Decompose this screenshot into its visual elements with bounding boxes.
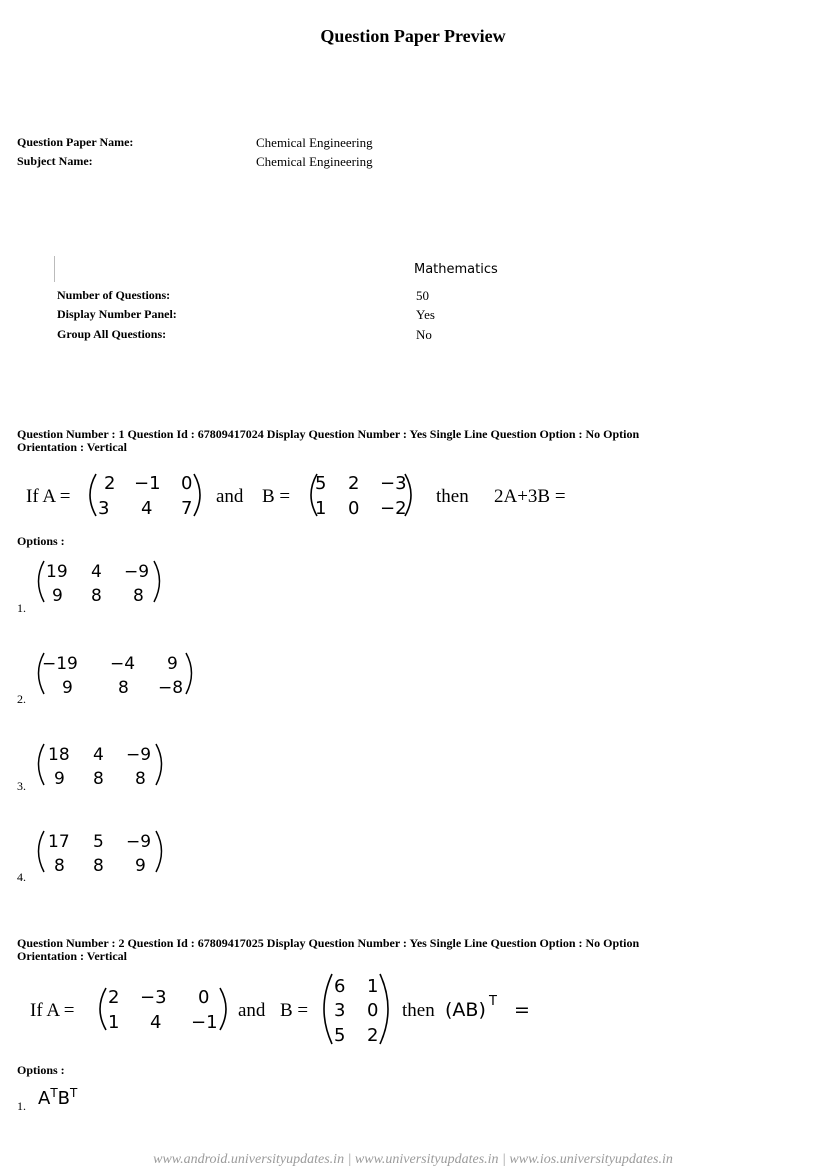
q2o1-t1: T <box>50 1086 58 1100</box>
q1-b-23: −2 <box>380 498 407 519</box>
q1-option-4-number: 4. <box>17 870 26 884</box>
q2-matrix-a-left-paren <box>100 988 106 1030</box>
q2-b-31: 5 <box>334 1025 346 1046</box>
q2-a-12: −3 <box>140 987 167 1008</box>
q1-b-13: −3 <box>380 473 407 494</box>
q2-then: then <box>402 1000 435 1021</box>
q1o3-left-paren <box>39 744 45 785</box>
q2-matrix-b-right-paren <box>380 974 388 1044</box>
number-of-questions-label: Number of Questions: <box>57 288 171 302</box>
q1-a-22: 4 <box>141 498 153 519</box>
q1o2-22: 8 <box>118 678 129 698</box>
q2-a-21: 1 <box>108 1012 120 1033</box>
q1o1-22: 8 <box>91 586 102 606</box>
q1o4-left-paren <box>39 831 45 872</box>
q1o2-21: 9 <box>62 678 73 698</box>
group-all-questions-label: Group All Questions: <box>57 327 167 341</box>
question-paper-name-value: Chemical Engineering <box>256 135 373 150</box>
q2-and: and <box>238 1000 266 1021</box>
q1-b-21: 1 <box>315 498 327 519</box>
q2-b-21: 3 <box>334 1000 346 1021</box>
q1-option-4-matrix[interactable] <box>34 826 184 878</box>
q1-option-3-matrix[interactable] <box>34 739 184 791</box>
q2-b-22: 0 <box>367 1000 379 1021</box>
q1o2-11: −19 <box>42 654 78 674</box>
q1-option-2-number: 2. <box>17 692 26 706</box>
q2-transpose-sup: T <box>489 994 497 1009</box>
group-all-questions-value: No <box>416 327 432 342</box>
question-1-header <box>17 428 777 454</box>
q1-option-2-matrix[interactable] <box>34 648 214 700</box>
q1o3-13: −9 <box>126 745 152 765</box>
q1-matrix-a-right-paren <box>194 474 200 516</box>
q2-b-11: 6 <box>334 976 346 997</box>
q2-matrix-a-right-paren <box>220 988 226 1030</box>
q1-expression: 2A+3B = <box>494 486 566 507</box>
q2-b-12: 1 <box>367 976 379 997</box>
q1-b-11: 5 <box>315 473 327 494</box>
q1o1-13: −9 <box>124 562 150 582</box>
q1-a-23: 7 <box>181 498 193 519</box>
q2o1-a: A <box>38 1088 51 1109</box>
q1o2-right-paren <box>186 653 192 694</box>
q2-matrix-b-left-paren <box>324 974 332 1044</box>
q2-option-1-number: 1. <box>17 1099 26 1113</box>
q1-a-13: 0 <box>181 473 193 494</box>
q1o4-21: 8 <box>54 856 65 876</box>
question-2-header-line1: Question Number : 2 Question Id : 67809417025 Display Question Number : Yes Single Line Question Option : No Option <box>17 936 640 950</box>
q2o1-b: B <box>57 1088 71 1109</box>
q1-option-1-number: 1. <box>17 601 26 615</box>
q1-then: then <box>436 486 469 507</box>
q1o3-23: 8 <box>135 769 146 789</box>
page-title: Question Paper Preview <box>320 26 506 46</box>
q1o1-23: 8 <box>133 586 144 606</box>
q1-a-21: 3 <box>98 498 110 519</box>
q1-a-12: −1 <box>134 473 161 494</box>
q1-if-a-eq: If A = <box>26 486 71 507</box>
question-paper-name-label: Question Paper Name: <box>17 135 134 149</box>
q2o1-t2: T <box>70 1086 78 1100</box>
q1o3-21: 9 <box>54 769 65 789</box>
q1-option-1-matrix[interactable] <box>34 556 184 608</box>
q1-b-eq: B = <box>262 486 291 507</box>
q2-b-eq: B = <box>280 1000 309 1021</box>
q1o1-21: 9 <box>52 586 63 606</box>
q2-a-23: −1 <box>191 1012 218 1033</box>
footer-links: www.android.universityupdates.in | www.universityupdates.in | www.ios.universityupdates.in <box>153 1152 673 1167</box>
q1o3-22: 8 <box>93 769 104 789</box>
display-number-panel-label: Display Number Panel: <box>57 307 177 321</box>
question-2-options-label: Options : <box>17 1063 65 1077</box>
q2-a-11: 2 <box>108 987 120 1008</box>
q1-and: and <box>216 486 244 507</box>
display-number-panel-value: Yes <box>416 307 435 322</box>
q1o2-12: −4 <box>110 654 136 674</box>
q1o4-22: 8 <box>93 856 104 876</box>
q1-matrix-a-left-paren <box>90 474 96 516</box>
q2-option-1-expression[interactable] <box>38 1086 77 1109</box>
q2-a-13: 0 <box>198 987 210 1008</box>
q1o2-23: −8 <box>158 678 184 698</box>
section-name: Mathematics <box>414 262 498 277</box>
q1o2-13: 9 <box>167 654 178 674</box>
q1o3-12: 4 <box>93 745 104 765</box>
subject-name-value: Chemical Engineering <box>256 154 373 169</box>
q2-if-a-eq: If A = <box>30 1000 75 1021</box>
number-of-questions-value: 50 <box>416 288 429 303</box>
section-divider <box>54 256 55 282</box>
q1o1-left-paren <box>39 561 45 602</box>
q2-equals: = <box>514 999 530 1021</box>
q1o4-13: −9 <box>126 832 152 852</box>
q1o4-11: 17 <box>48 832 70 852</box>
question-1-options-label: Options : <box>17 534 65 548</box>
subject-name-label: Subject Name: <box>17 154 93 168</box>
q1o4-right-paren <box>156 831 162 872</box>
q1o1-right-paren <box>154 561 160 602</box>
q1-option-3-number: 3. <box>17 779 26 793</box>
q1-b-12: 2 <box>348 473 360 494</box>
q2-b-32: 2 <box>367 1025 379 1046</box>
question-1-header-line1: Question Number : 1 Question Id : 67809417024 Display Question Number : Yes Single Line Question Option : No Option <box>17 427 640 441</box>
question-2-text <box>26 972 586 1048</box>
q1o4-12: 5 <box>93 832 104 852</box>
q2-a-22: 4 <box>150 1012 162 1033</box>
question-1-text <box>22 468 602 524</box>
q2-expression: (AB) <box>445 999 486 1021</box>
question-2-header <box>17 937 777 963</box>
q1o1-11: 19 <box>46 562 68 582</box>
q1-a-11: 2 <box>104 473 116 494</box>
question-1-header-line2: Orientation : Vertical <box>17 440 127 454</box>
q1o4-23: 9 <box>135 856 146 876</box>
q1o3-right-paren <box>156 744 162 785</box>
q1o1-12: 4 <box>91 562 102 582</box>
q1o3-11: 18 <box>48 745 70 765</box>
question-2-header-line2: Orientation : Vertical <box>17 949 127 963</box>
q1-b-22: 0 <box>348 498 360 519</box>
